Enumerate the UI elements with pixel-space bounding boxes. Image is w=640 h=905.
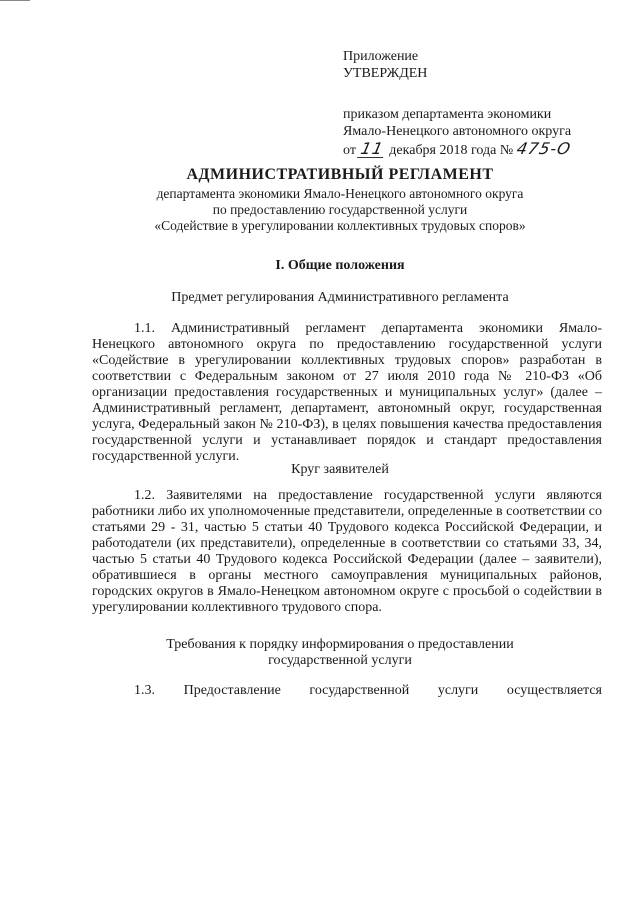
approval-date-line	[343, 140, 613, 159]
approval-gap	[343, 82, 613, 106]
title-sub-1: департамента экономики Ямало-Ненецкого автономного округа	[156, 186, 524, 201]
date-prefix: от	[343, 143, 356, 158]
title-main: АДМИНИСТРАТИВНЫЙ РЕГЛАМЕНТ	[186, 166, 494, 183]
approval-line-order: приказом департамента экономики	[343, 107, 552, 122]
subheading-info-2: государственной услуги	[268, 653, 412, 668]
paragraph-1-2-text: 1.2. Заявителями на предоставление государственной услуги являются работники либо их уполномоченные представители, определенные в соответствии со статьями 29 - 31, частью 5 статьи 40 Трудового кодекса Российской Федерации, и работодатели (их представители), определенные в соответствии со статьями 33, 34, частью 5 статьи 40 Трудового кодекса Российской Федерации (далее – заявители), обратившиеся в органы местного самоуправления муниципальных районов, городских округов в Ямало-Ненецком автономном округе с просьбой о содействии в урегулировании коллективного трудового спора.	[92, 488, 602, 615]
subheading-info-1: Требования к порядку информирования о предоставлении	[166, 637, 514, 652]
paragraph-1-3-text: 1.3. Предоставление государственной услуги осуществляется	[134, 683, 602, 698]
title-sub-3: «Содействие в урегулировании коллективных трудовых споров»	[154, 218, 526, 233]
approval-line-okrug: Ямало-Ненецкого автономного округа	[343, 124, 572, 139]
scan-artifact	[0, 0, 30, 5]
subheading-applicants: Круг заявителей	[291, 462, 389, 477]
paragraph-1-1-text: 1.1. Административный регламент департамента экономики Ямало-Ненецкого автономного округа по предоставлению государственной услуги «Содействие в урегулировании коллективных трудовых споров» разработан в соответствии с Федеральным законом от 27 июля 2010 года № 210-ФЗ «Об организации предоставления государственных и муниципальных услуг» (далее – Административный регламент, департамент, автономный округ, государственная услуга, Федеральный закон № 210-ФЗ), в целях повышения качества предоставления государственной услуги и устанавливает порядок и стандарт предоставления государственной услуги.	[92, 321, 602, 464]
handwritten-day: 11	[359, 139, 386, 158]
title-sub-2: по предоставлению государственной услуги	[212, 202, 468, 217]
document-title	[100, 166, 580, 234]
paragraph-1-3	[92, 683, 602, 699]
approval-line-appendix: Приложение	[343, 49, 419, 64]
paragraph-1-1	[92, 321, 602, 465]
paragraph-1-2	[92, 488, 602, 616]
approval-line-approved: УТВЕРЖДЕН	[343, 66, 428, 81]
subheading-subject: Предмет регулирования Административного регламента	[171, 290, 509, 305]
handwritten-order-number: 475-О	[514, 139, 573, 158]
approval-stamp	[343, 48, 613, 159]
section-heading: I. Общие положения	[275, 258, 405, 273]
date-rest: декабря 2018 года №	[389, 143, 514, 158]
